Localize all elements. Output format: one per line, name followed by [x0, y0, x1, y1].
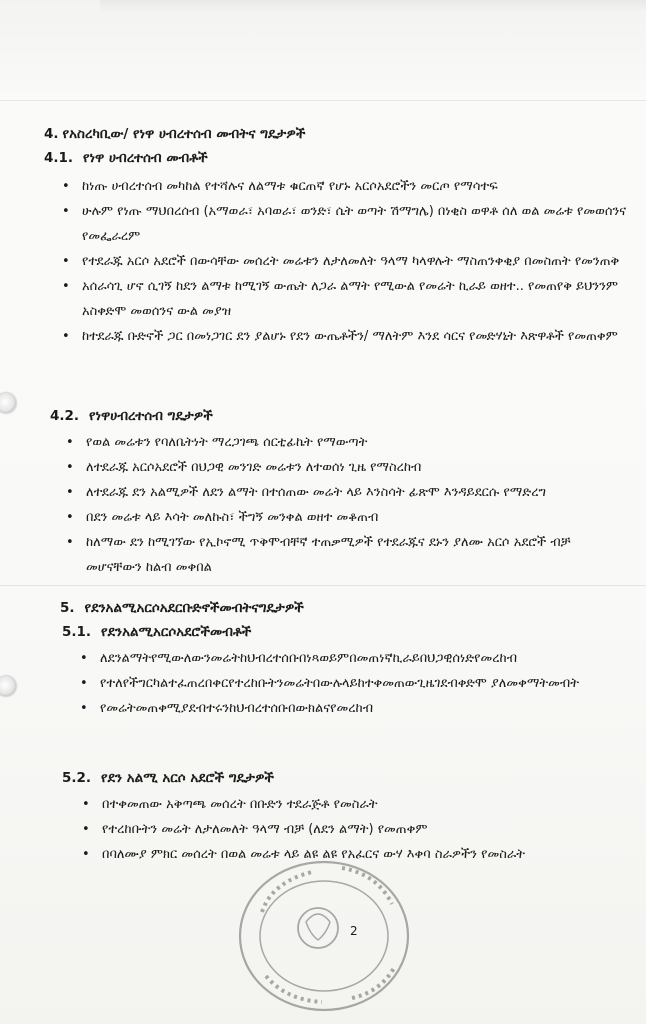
bullet-icon: • — [82, 797, 90, 812]
list-item — [66, 430, 628, 455]
subsection-heading — [62, 624, 251, 640]
list-item-text: ከለማው ደን ከሚገኘው የኢኮኖሚ ጥቅሞብቸኛ ተጠቃሚዎች የተደራጁና ደኑን ያለሙ አርሶ አደሮች ብቻ መሆናቸውን ከልብ መቀበል — [86, 535, 571, 575]
list-item-text: በባለሙያ ምክር መሰረት በወል መሬቱ ላይ ልዩ ልዩ የአፈርና ውሃ እቀባ ስራዎችን የመስራት — [102, 847, 525, 862]
subsection-heading — [44, 150, 208, 166]
list-item — [80, 671, 632, 696]
stamp-inner-ring — [260, 881, 388, 991]
punch-hole — [0, 676, 16, 696]
subsection-title: የደንአልሚአርሶአደሮችመብቶች — [101, 624, 252, 640]
bullet-icon: • — [66, 485, 74, 500]
punch-hole — [0, 393, 16, 413]
section-number: 4. — [44, 126, 59, 142]
list-item — [80, 696, 632, 721]
page-top-edge — [100, 0, 646, 12]
list-item-text: የተደራጁ አርሶ አደሮች በውሳቸው መሰረት መሬቱን ለታለመለት ዓላማ ካላዋሉት ማስጠንቀቂያ በመስጠት የመንጠቅ — [82, 254, 620, 269]
subsection-title: የደን አልሚ አርሶ አደሮች ግዴታዎች — [101, 770, 274, 786]
paper-fold — [0, 100, 646, 101]
list-item-text: የወል መሬቱን የባለቤትነት ማረጋገጫ ሰርቲፊኬት የማውጣት — [86, 435, 368, 450]
list-item — [62, 274, 628, 324]
subsection-heading — [62, 770, 274, 786]
bullet-list — [80, 646, 632, 721]
list-item — [66, 505, 628, 530]
list-item-text: ሁሉም የነጡ ማህበረሰብ (አማወራ፣ አባወራ፣ ወንድ፣ ሴት ወጣት ሽማግሌ) በነቂስ ወዋቶ ሰለ ወል መሬቱ የመወሰንና የመፌራረም — [82, 204, 627, 244]
list-item-text: የተለየችግርካልተፈጠረበቀርየተረከቡትንመሬትበውሉላይከተቀመጠውጊዜገደብቀድሞ ያለመቀማትመብት — [100, 676, 579, 691]
list-item — [62, 249, 628, 274]
bullet-icon: • — [62, 329, 70, 344]
list-item-text: በደን መሬቱ ላይ እሳት መለኩስ፣ ችግኝ መንቀል ወዘተ መቆጠብ — [86, 510, 379, 525]
bullet-icon: • — [62, 204, 70, 219]
list-item-text: ለደንልማትየሚውለውንመሬትከህብረተሰቡበነጻወይምበመጠነኛኪራይበህጋዊሰነድየመረከብ — [100, 651, 518, 666]
bullet-icon: • — [82, 822, 90, 837]
bullet-icon: • — [80, 651, 88, 666]
bullet-icon: • — [62, 279, 70, 294]
section-number: 5. — [60, 600, 75, 616]
stamp-emblem-mark — [306, 914, 330, 940]
list-item — [82, 817, 632, 842]
subsection-title: የነዋሀብረተሰብ ግዴታዎች — [89, 408, 213, 424]
bullet-icon: • — [66, 460, 74, 475]
list-item-text: አሰራሳጊ ሆኖ ሲገኝ ከደን ልማቱ ከሚገኝ ውጤት ለጋራ ልማት የሚውል የመሬት ኪራይ ወዘተ.. የመጠየቅ ይህንንም አስቀድሞ መወሰንና ውል መያዝ — [82, 279, 619, 319]
paper-fold — [0, 585, 646, 586]
list-item-text: ከነጡ ሀብረተሰብ መካከል የተሻሉና ለልማቱ ቁርጠኛ የሆኑ አርሶአደሮችን መርጦ የማሳተፍ — [82, 179, 498, 194]
bullet-icon: • — [82, 847, 90, 862]
bullet-icon: • — [62, 179, 70, 194]
list-item — [66, 530, 628, 580]
section-heading — [60, 600, 304, 616]
bullet-list — [62, 174, 628, 349]
list-item-text: በተቀመጠው አቅጣጫ መሰረት በቡድን ተደራጅቶ የመስራት — [102, 797, 378, 812]
list-item-text: ለተደራጁ ደን አልሚዎች ለደን ልማት በተሰጠው መሬት ላይ እንስሳት ፊጽሞ እንዳይደርሱ የማድረግ — [86, 485, 547, 500]
list-item — [62, 174, 628, 199]
bullet-icon: • — [80, 701, 88, 716]
official-stamp — [232, 852, 412, 1012]
section-title: የአስረካቢው/ የነዋ ሀብረተሰብ መብትና ግዴታዎች — [62, 126, 306, 142]
list-item-text: ከተደራጁ ቡድኖች ጋር በመነጋገር ደን ያልሆኑ የደን ውጤቶችን/ ማለትም እንደ ሳርና የመድሃኒት እጽዋቶች የመጠቀም — [82, 329, 618, 344]
bullet-icon: • — [66, 510, 74, 525]
list-item — [80, 646, 632, 671]
bullet-icon: • — [62, 254, 70, 269]
list-item-text: ለተደራጁ አርሶአደሮች በህጋዊ መንገድ መሬቱን ለተወሰነ ጊዜ የማስረከብ — [86, 460, 422, 475]
list-item — [66, 455, 628, 480]
list-item — [66, 480, 628, 505]
stamp-outer-ring — [240, 862, 408, 1010]
list-item-text: የተረከቡትን መሬት ለታለመለት ዓላማ ብቻ (ለደን ልማት) የመጠቀም — [102, 822, 428, 837]
subsection-title: የነዋ ሀብረተሰብ መብቶች — [83, 150, 208, 166]
stamp-ring-lettering — [262, 868, 394, 1002]
list-item — [82, 792, 632, 817]
page-number: 2 — [350, 924, 358, 938]
bullet-icon: • — [80, 676, 88, 691]
section-title: የደንአልሚአርሶአደርቡድኖችመብትናግዴታዎች — [84, 600, 304, 616]
subsection-number: 5.1. — [62, 624, 92, 640]
list-item — [62, 199, 628, 249]
list-item — [62, 324, 628, 349]
subsection-number: 4.1. — [44, 150, 74, 166]
subsection-heading — [50, 408, 213, 424]
section-heading — [44, 126, 305, 142]
bullet-list — [66, 430, 628, 580]
bullet-icon: • — [66, 435, 74, 450]
list-item-text: የመሬትመጠቀሚያደብተሩንከህብረተሰቡበውክልናየመረከብ — [100, 701, 374, 716]
bullet-icon: • — [66, 535, 74, 550]
subsection-number: 5.2. — [62, 770, 92, 786]
subsection-number: 4.2. — [50, 408, 80, 424]
